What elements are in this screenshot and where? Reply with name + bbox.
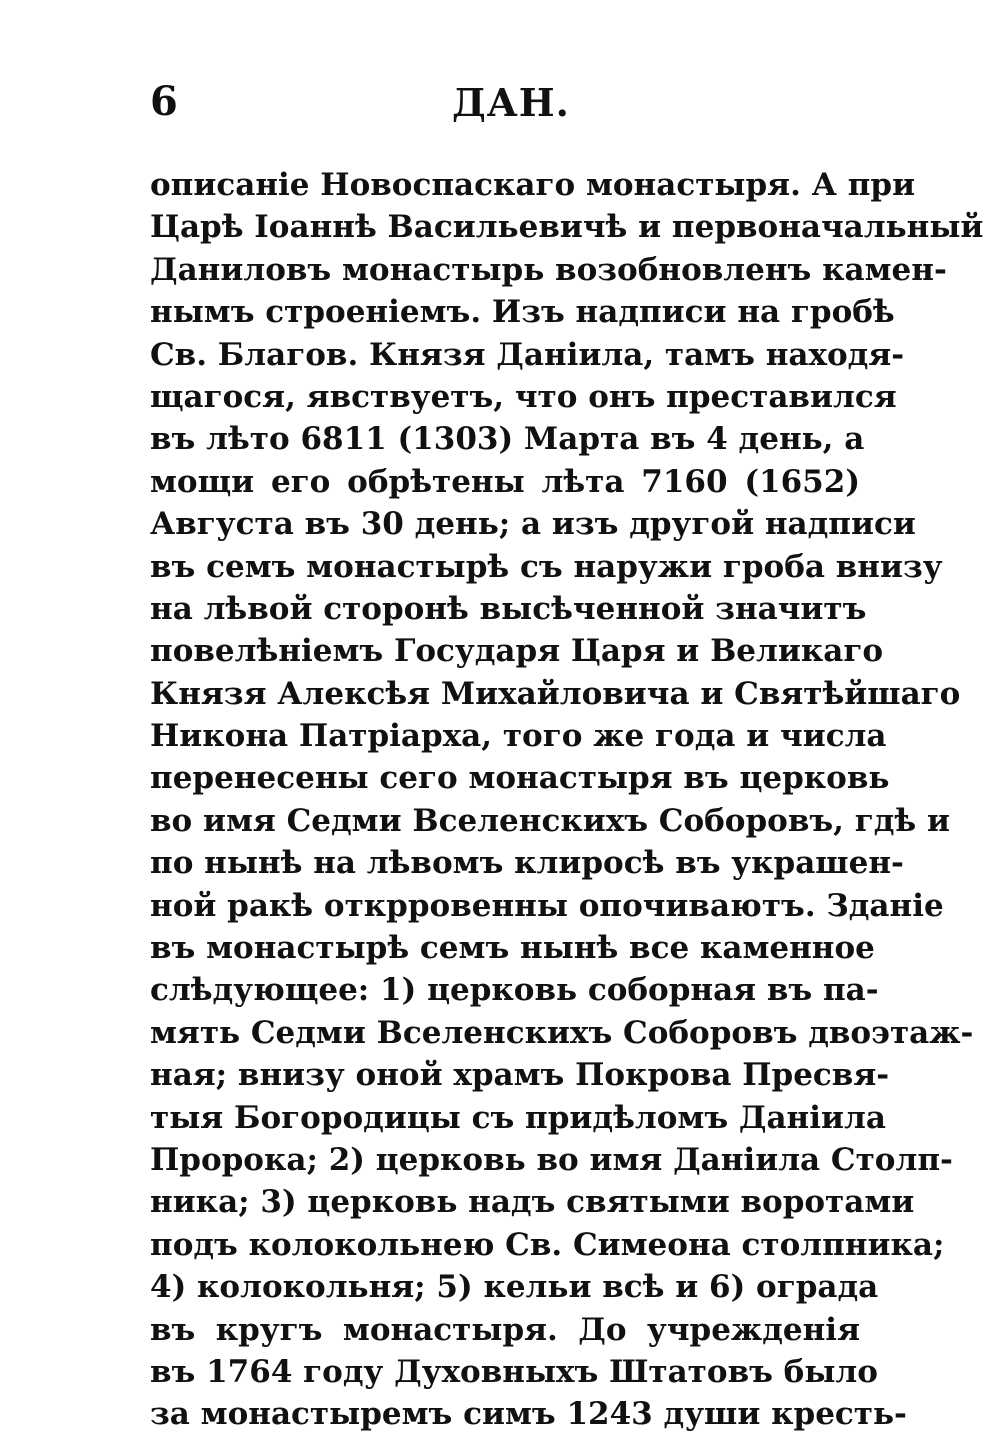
page-number: 6 [150, 78, 178, 125]
text-line-4: нымъ строеніемъ. Изъ надписи на гробѣ [150, 294, 895, 331]
text-line-22: ная; внизу оной храмъ Покрова Пресвя- [150, 1057, 890, 1094]
text-line-10: въ семъ монастырѣ съ наружи гроба внизу [150, 548, 943, 585]
text-line-17: по нынѣ на лѣвомъ клиросѣ въ украшен- [150, 845, 904, 882]
text-line-27: 4) колокольня; 5) кельи всѣ и 6) ограда [150, 1269, 879, 1306]
text-line-12: повелѣніемъ Государя Царя и Великаго [150, 633, 884, 670]
text-line-9: Августа въ 30 день; а изъ другой надписи [150, 506, 916, 543]
text-line-16: во имя Седми Вселенскихъ Соборовъ, гдѣ и [150, 802, 950, 839]
text-line-13: Князя Алексѣя Михайловича и Святѣйшаго [150, 675, 961, 712]
text-line-2: Царѣ Іоаннѣ Васильевичѣ и первоначальный [150, 209, 984, 246]
body-text [150, 164, 984, 1436]
text-line-8: мощи его обрѣтены лѣта 7160 (1652) [150, 463, 860, 500]
text-line-1: описаніе Новоспаскаго монастыря. А при [150, 167, 916, 203]
text-line-6: щагося, явствуетъ, что онъ преставился [150, 378, 897, 415]
text-line-11: на лѣвой сторонѣ высѣченной значитъ [150, 590, 867, 627]
text-line-7: въ лѣто 6811 (1303) Марта въ 4 день, а [150, 421, 865, 458]
text-line-15: перенесены сего монастыря въ церковь [150, 760, 890, 797]
text-line-3: Даниловъ монастырь возобновленъ камен- [150, 251, 947, 288]
text-line-29: въ 1764 году Духовныхъ Штатовъ было [150, 1353, 878, 1390]
text-line-28: въ кругъ монастыря. До учрежденія [150, 1311, 860, 1348]
text-line-5: Св. Благов. Князя Даніила, тамъ находя- [150, 336, 905, 373]
text-line-19: въ монастырѣ семъ нынѣ все каменное [150, 930, 875, 967]
text-line-30: за монастыремъ симъ 1243 души кресть- [150, 1396, 907, 1433]
text-line-21: мять Седми Вселенскихъ Соборовъ двоэтаж- [150, 1014, 974, 1051]
text-line-23: тыя Богородицы съ придѣломъ Даніила [150, 1099, 886, 1136]
text-line-18: ной ракѣ открровенны опочиваютъ. Зданіе [150, 887, 944, 924]
text-line-24: Пророка; 2) церковь во имя Даніила Столп- [150, 1141, 953, 1178]
text-line-25: ника; 3) церковь надъ святыми воротами [150, 1184, 915, 1221]
text-line-26: подъ колокольнею Св. Симеона столпника; [150, 1226, 945, 1263]
running-head: ДАН. [452, 80, 570, 125]
text-line-20: слѣдующее: 1) церковь соборная въ па- [150, 972, 879, 1009]
text-line-14: Никона Патріарха, того же года и числа [150, 718, 887, 755]
